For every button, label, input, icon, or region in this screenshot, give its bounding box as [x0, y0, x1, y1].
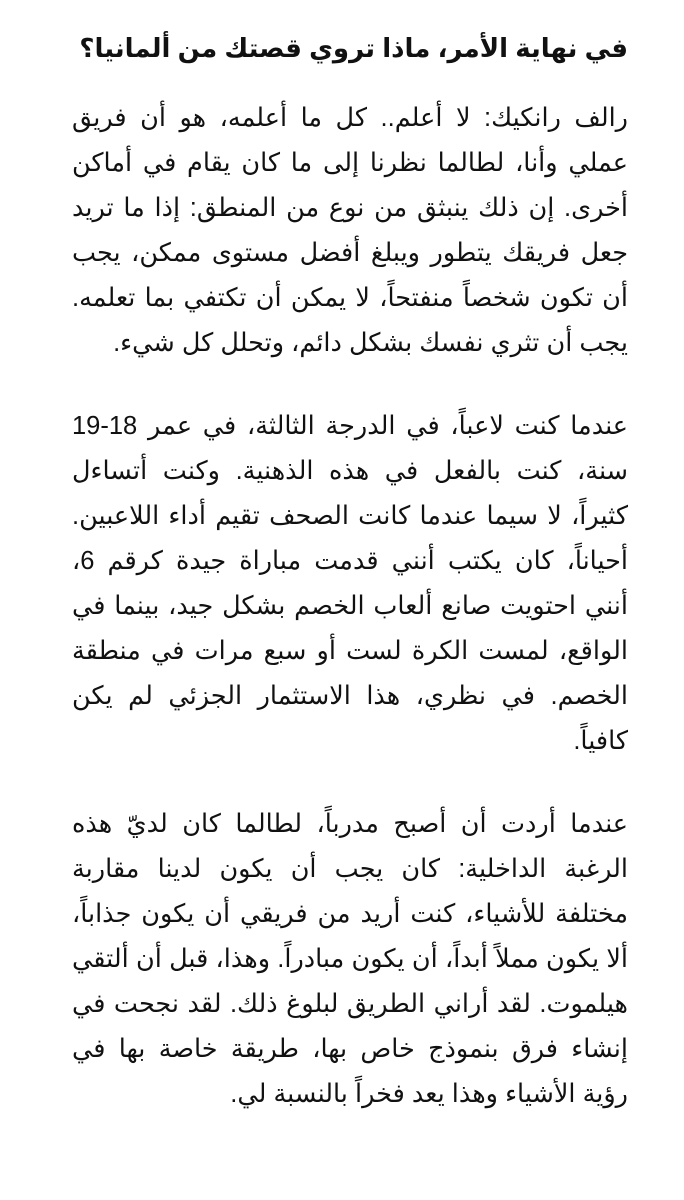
paragraph-2: عندما كنت لاعباً، في الدرجة الثالثة، في عمر 18-19 سنة، كنت بالفعل في هذه الذهنية. وكنت أتساءل كثيراً، لا سيما عندما كانت الصحف تقيم أداء اللاعبين. أحياناً، كان يكتب أنني قدمت مباراة جيدة كرقم 6، أنني احتويت صانع ألعاب الخصم بشكل جيد، بينما في الواقع، لمست الكرة لست أو سبع مرات في منطقة الخصم. في نظري، هذا الاستثمار الجزئي لم يكن كافياً. [72, 412, 628, 755]
article-title: في نهاية الأمر، ماذا تروي قصتك من ألمانيا؟ [79, 33, 628, 63]
paragraph-3: عندما أردت أن أصبح مدرباً، لطالما كان لديّ هذه الرغبة الداخلية: كان يجب أن يكون لدينا مقاربة مختلفة للأشياء، كنت أريد من فريقي أن يكون جذاباً، ألا يكون مملاً أبداً، أن يكون مبادراً. وهذا، قبل أن ألتقي هيلموت. لقد أراني الطريق لبلوغ ذلك. لقد نجحت في إنشاء فرق بنموذج خاص بها، طريقة خاصة بها في رؤية الأشياء وهذا يعد فخراً بالنسبة لي. [72, 810, 628, 1108]
paragraph-1: رالف رانكيك: لا أعلم.. كل ما أعلمه، هو أن فريق عملي وأنا، لطالما نظرنا إلى ما كان يقام في أماكن أخرى. إن ذلك ينبثق من نوع من المنطق: إذا ما تريد جعل فريقك يتطور ويبلغ أفضل مستوى ممكن، يجب أن تكون شخصاً منفتحاً، لا يمكن أن تكتفي بما تعلمه. يجب أن تثري نفسك بشكل دائم، وتحلل كل شيء. [72, 104, 628, 357]
